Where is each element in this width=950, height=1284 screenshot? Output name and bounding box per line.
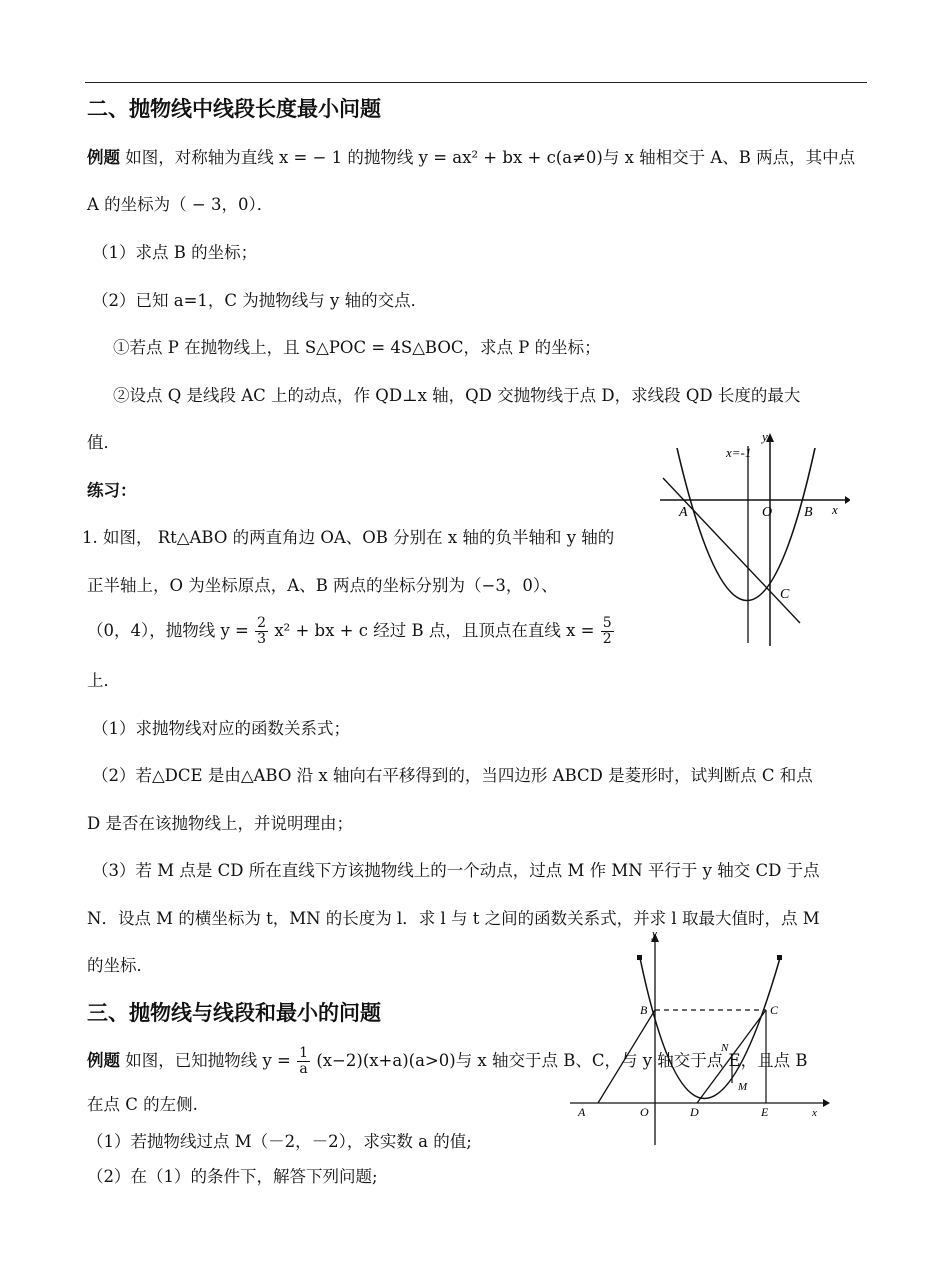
- example-text-1: 如图，对称轴为直线 x = − 1 的抛物线 y = ax² + bx + c(a≠0)与 x 轴相交于 A、B 两点，其中点: [125, 148, 856, 167]
- practice-question-2b: D 是否在该抛物线上，并说明理由；: [87, 814, 353, 833]
- label-E: E: [761, 1105, 769, 1119]
- question-2-part-2: ②设点 Q 是线段 AC 上的动点，作 QD⊥x 轴，QD 交抛物线于点 D，求线段 QD 长度的最大: [113, 386, 801, 405]
- label-C: C: [780, 587, 790, 602]
- label-C: C: [770, 1003, 779, 1017]
- line-dc: [697, 1010, 766, 1103]
- frac-num: 5: [602, 615, 612, 631]
- label-x: x: [832, 502, 838, 517]
- label-y: y: [652, 930, 657, 940]
- section-3-question-1: （1）若抛物线过点 M（－2，－2），求实数 a 的值;: [87, 1132, 472, 1151]
- question-2: （2）已知 a=1，C 为抛物线与 y 轴的交点．: [92, 291, 428, 310]
- top-rule: [85, 82, 867, 83]
- frac-den: a: [299, 1061, 308, 1077]
- label-A: A: [578, 1105, 586, 1119]
- practice-1-line-d: 上．: [87, 671, 120, 690]
- line-ab: [598, 1010, 655, 1103]
- parabola-curve: [640, 958, 780, 1099]
- practice-label: 练习：: [87, 481, 137, 500]
- section-3-example-label: 例题: [87, 1051, 120, 1070]
- label-x: x: [812, 1107, 817, 1119]
- label-M: M: [738, 1081, 748, 1093]
- fraction-five-halves: [601, 616, 614, 647]
- section-3-question-2: （2）在（1）的条件下，解答下列问题;: [87, 1167, 378, 1186]
- practice-1-c-mid: x² + bx + c 经过 B 点，且顶点在直线 x =: [274, 621, 595, 640]
- label-B: B: [804, 505, 813, 520]
- figure-2-parabola: [565, 930, 835, 1148]
- question-1: （1）求点 B 的坐标；: [92, 243, 258, 262]
- parabola-curve: [677, 448, 815, 601]
- label-N: N: [721, 1042, 729, 1054]
- frac-num: 1: [299, 1045, 309, 1061]
- section-2-title: 二、抛物线中线段长度最小问题: [87, 97, 381, 121]
- curve-end-left: [637, 955, 642, 960]
- label-axis-eq: x=-1: [726, 445, 752, 460]
- practice-1-c-pre: （0，4），抛物线 y =: [87, 621, 249, 640]
- fraction-one-over-a: [297, 1046, 310, 1077]
- practice-question-2a: （2）若△DCE 是由△ABO 沿 x 轴向右平移得到的，当四边形 ABCD 是菱形时，试判断点 C 和点: [92, 766, 813, 785]
- practice-question-3c: 的坐标．: [87, 956, 153, 975]
- example-line-1: [87, 147, 855, 169]
- label-O: O: [640, 1105, 649, 1119]
- practice-question-3b: N．设点 M 的横坐标为 t，MN 的长度为 l．求 l 与 t 之间的函数关系式，并求 l 取最大值时，点 M: [87, 909, 820, 928]
- practice-1-line-c: [87, 614, 615, 648]
- section-3-title: 三、抛物线与线段和最小的问题: [87, 1001, 381, 1025]
- question-2-part-2-cont: 值．: [87, 433, 120, 452]
- practice-1-line-b: 正半轴上，O 为坐标原点，A、B 两点的坐标分别为（−3，0）、: [87, 576, 558, 595]
- curve-end-right: [777, 955, 782, 960]
- label-D: D: [690, 1105, 699, 1119]
- label-B: B: [640, 1003, 648, 1017]
- section-3-example-line-2: 在点 C 的左侧.: [87, 1095, 198, 1114]
- x-axis-arrow: [823, 1099, 830, 1107]
- question-2-part-1: ①若点 P 在抛物线上，且 S△POC = 4S△BOC，求点 P 的坐标；: [113, 338, 601, 357]
- section-3-ex-pre: 如图，已知抛物线 y =: [125, 1051, 291, 1070]
- x-axis-arrow: [845, 496, 850, 504]
- section-3-ex-post: (x−2)(x+a)(a>0)与 x 轴交于点 B、C，与 y 轴交于点 E，且点 B: [316, 1051, 808, 1070]
- frac-num: 2: [257, 615, 267, 631]
- frac-den: 2: [602, 631, 612, 647]
- example-line-2: A 的坐标为（ − 3，0）．: [87, 195, 274, 214]
- label-A: A: [679, 505, 688, 520]
- label-y: y: [762, 429, 768, 444]
- label-O: O: [762, 505, 773, 520]
- frac-den: 3: [257, 631, 267, 647]
- example-label: 例题: [87, 148, 120, 167]
- figure-1-parabola: [655, 428, 850, 650]
- fraction-two-thirds: [255, 616, 268, 647]
- practice-question-1: （1）求抛物线对应的函数关系式；: [92, 719, 350, 738]
- practice-1-line-a: 1. 如图， Rt△ABO 的两直角边 OA、OB 分别在 x 轴的负半轴和 y 轴的: [82, 528, 615, 547]
- practice-question-3a: （3）若 M 点是 CD 所在直线下方该抛物线上的一个动点，过点 M 作 MN 平行于 y 轴交 CD 于点: [92, 861, 820, 880]
